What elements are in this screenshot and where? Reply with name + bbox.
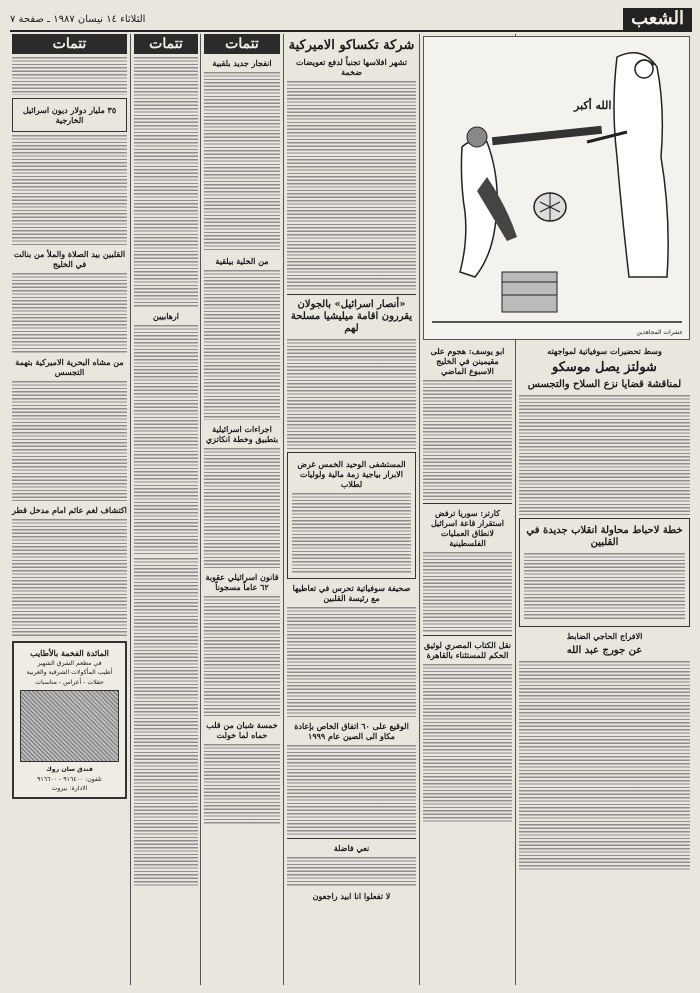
article-body-text — [134, 57, 198, 307]
advertisement-box — [12, 641, 127, 799]
article-headline: خمسة شبان من قلب حماه لما خولت — [206, 720, 278, 740]
article-headline: من مشاه البحرية الاميركية بتهمة التجسس — [15, 357, 124, 377]
article-headline: خطة لاحباط محاولة انقلاب جديدة في القلبين — [526, 525, 683, 548]
column-4 — [202, 34, 282, 985]
article-body-text — [12, 57, 127, 95]
column-rule — [130, 34, 131, 985]
article-headline: صحيفة سوفياتية تحرس في تعاطيها مع رئيسة القلبين — [292, 583, 411, 603]
article-headline: قانون اسرائيلي عقوبة ٦٢ عاماً مسجوناً — [205, 572, 279, 592]
article-body-text — [12, 519, 127, 637]
headline-main: شولتز يصل موسكو — [552, 360, 657, 375]
article-headline: الافراج الحاجي الضابط — [566, 631, 643, 641]
article-box — [287, 452, 416, 579]
divider — [423, 503, 512, 504]
article-headline: نقل الكتاب المصري لوثيق الحكم للمستثناء بالقاهرة — [424, 640, 511, 660]
article-body-text — [204, 270, 280, 420]
headline-sub: تشهر افلاسها تجنباً لدفع تعويضات ضخمة — [296, 57, 407, 77]
section-header-tatamat: تتمات — [204, 34, 280, 54]
headline-kicker: وسط تحضيرات سوفياتية لمواجهته — [547, 346, 662, 356]
political-cartoon — [423, 36, 690, 340]
column-rule — [283, 34, 284, 985]
article-box — [519, 518, 690, 627]
article-body-text — [519, 661, 690, 871]
column-5 — [132, 34, 200, 985]
cartoon-slogan: الله أكبر — [574, 99, 612, 112]
divider — [287, 294, 416, 295]
article-headline: الوقيع على ٦٠ اتفاق الخاص بإعادة مكاو الى الصين عام ١٩٩٩ — [294, 721, 409, 741]
section-header-tatamat: تتمات — [12, 34, 127, 54]
article-body-text — [292, 493, 411, 573]
article-body-text — [12, 381, 127, 501]
article-body-text — [12, 135, 127, 245]
obituary-text — [287, 857, 416, 887]
article-body-text — [204, 596, 280, 716]
article-headline: انفجار جديد بلقبية — [212, 58, 272, 68]
divider — [287, 838, 416, 839]
obituary-quote: لا تفعلوا انا ابيد راجعون — [312, 891, 391, 901]
article-headline: «أنصار اسرائيل» بالجولان يقررون اقامة ميليشيا مسلحة لهم — [290, 299, 413, 334]
article-body-text — [423, 552, 512, 632]
headline-sub: لمناقشة قضايا نزع السلاح والتجسس — [527, 379, 682, 390]
ad-hotel-name: فندق سان روك — [46, 766, 93, 774]
ad-line: الادارة: بيروت — [51, 785, 88, 793]
article-headline: اكتشاف لغم عائم امام مدخل قطر — [12, 505, 127, 515]
divider — [423, 635, 512, 636]
cartoon-drawing — [422, 37, 689, 337]
page-header — [10, 8, 692, 32]
article-body-text — [134, 558, 198, 888]
column-1 — [517, 342, 692, 985]
article-headline: ارهابيين — [153, 311, 179, 321]
article-box — [12, 98, 127, 132]
article-body-text — [134, 325, 198, 555]
article-body-text — [524, 553, 685, 621]
article-body-text — [287, 607, 416, 717]
article-body-text — [12, 273, 127, 353]
ad-phone: تلفون: ٩١٦٤٠٠ - ٩١٦٦٠٠ — [37, 775, 102, 783]
ad-line: حفلات - أعراس - مناسبات — [35, 678, 104, 686]
ad-line: في مطعم الشرق الشهير — [37, 660, 102, 667]
article-body-text — [287, 339, 416, 449]
article-headline: كارتر: سوريا ترفض استقرار قاعة اسرائيل لانطاق العمليات الفلسطينية — [430, 508, 505, 548]
masthead: الشعب — [623, 8, 692, 30]
article-body-text — [204, 72, 280, 252]
headline-main: شركة تكساكو الاميركية — [288, 38, 415, 53]
article-body-text — [423, 664, 512, 824]
section-header-tatamat: تتمات — [134, 34, 198, 54]
article-headline: ٣٥ مليار دولار ديون اسرائيل الخارجية — [22, 105, 117, 125]
cartoon-caption: عشرات المجاهدين — [636, 329, 683, 336]
column-rule — [200, 34, 201, 985]
article-body-text — [423, 380, 512, 500]
article-headline: عن جورج عبد الله — [566, 645, 643, 656]
column-3 — [285, 34, 418, 985]
article-headline: القلبين بيد الصلاة والملأ من بنالت في الخليج — [13, 249, 126, 269]
article-body-text — [204, 448, 280, 568]
ad-title: المائدة الفخمة بالأطايب — [30, 648, 109, 658]
article-headline: اجراءات اسرائيلية بتطبيق وخطة انكاتزي — [205, 424, 279, 444]
ad-line: أطيب المأكولات الشرقية والغربية — [26, 669, 113, 677]
article-body-text — [519, 395, 690, 515]
article-headline: من الخلية بيلقية — [215, 256, 269, 266]
ad-building-photo — [20, 690, 119, 762]
column-2 — [421, 342, 514, 985]
dateline: الثلاثاء ١٤ نيسان ١٩٨٧ ـ صفحة ٧ — [10, 13, 146, 25]
article-body-text — [287, 81, 416, 291]
obituary-headline: نعي فاضلة — [333, 843, 370, 853]
article-headline: ابو يوسف: هجوم على مقيمينن في الخليج الاسبوع الماضي — [430, 346, 505, 376]
column-rule — [419, 34, 420, 985]
column-6 — [10, 34, 129, 985]
article-body-text — [204, 744, 280, 824]
article-headline: المستشفى الوحيد الخمس غرض الابرار بياجية زمة مالية ولوليات لطلاب — [297, 459, 406, 489]
article-body-text — [287, 745, 416, 835]
